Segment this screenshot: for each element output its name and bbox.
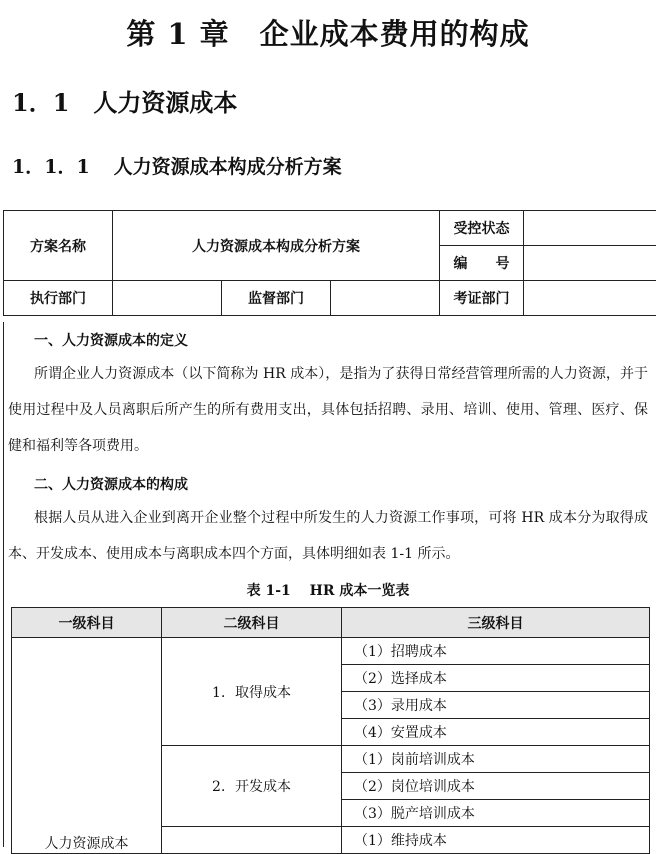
number-value[interactable] [524,246,656,281]
composition-heading: 二、人力资源成本的构成 [34,477,188,493]
scheme-name-label: 方案名称 [4,211,113,281]
level3-cell: （2）选择成本 [342,665,650,692]
supervise-dept-value[interactable] [331,281,440,316]
chapter-title: 第 1 章 企业成本费用的构成 [126,17,530,51]
verify-dept-value[interactable] [524,281,656,316]
level2-cell [162,827,342,854]
subsection-number: 1．1．1 [12,156,90,178]
definition-paragraph: 所谓企业人力资源成本（以下简称为 HR 成本），是指为了获得日常经营管理所需的人力资源，并于使用过程中及人员离职后所产生的所有费用支出，具体包括招聘、录用、培训、使用、管理、医疗、保健和福利等各项费用。 [8,366,648,454]
verify-dept-label: 考证部门 [440,281,524,316]
control-status-value[interactable] [524,211,656,246]
table-caption: 表 1-1 HR 成本一览表 [246,583,410,599]
level3-cell: （1）招聘成本 [342,638,650,665]
subsection-title: 人力资源成本构成分析方案 [113,156,342,178]
section-heading [12,83,237,118]
header-level1: 一级科目 [12,608,162,638]
header-level3: 三级科目 [342,608,650,638]
definition-heading: 一、人力资源成本的定义 [34,333,188,349]
section-number: 1．1 [12,88,70,117]
exec-dept-value[interactable] [113,281,222,316]
scheme-name-value: 人力资源成本构成分析方案 [113,211,440,281]
level3-cell: （1）岗前培训成本 [342,746,650,773]
scheme-info-table [3,210,656,316]
subsection-heading [12,152,342,179]
hr-cost-table [11,607,650,854]
level3-cell: （3）脱产培训成本 [342,800,650,827]
level1-cell [12,638,162,854]
level2-cell: 2．开发成本 [162,746,342,827]
control-status-label: 受控状态 [440,211,524,246]
section-title: 人力资源成本 [93,88,238,117]
table-row [12,638,650,665]
level3-cell: （4）安置成本 [342,719,650,746]
level1-label: 人力资源成本 [44,836,129,852]
level3-cell: （1）维持成本 [342,827,650,854]
level3-cell: （2）岗位培训成本 [342,773,650,800]
exec-dept-label: 执行部门 [4,281,113,316]
level3-cell: （3）录用成本 [342,692,650,719]
composition-paragraph: 根据人员从进入企业到离开企业整个过程中所发生的人力资源工作事项，可将 HR 成本分为取得成本、开发成本、使用成本与离职成本四个方面，具体明细如表 1-1 所示。 [8,510,648,562]
table-header-row [12,608,650,638]
number-label: 编 号 [440,246,524,281]
level2-cell: 1．取得成本 [162,638,342,746]
supervise-dept-label: 监督部门 [222,281,331,316]
header-level2: 二级科目 [162,608,342,638]
